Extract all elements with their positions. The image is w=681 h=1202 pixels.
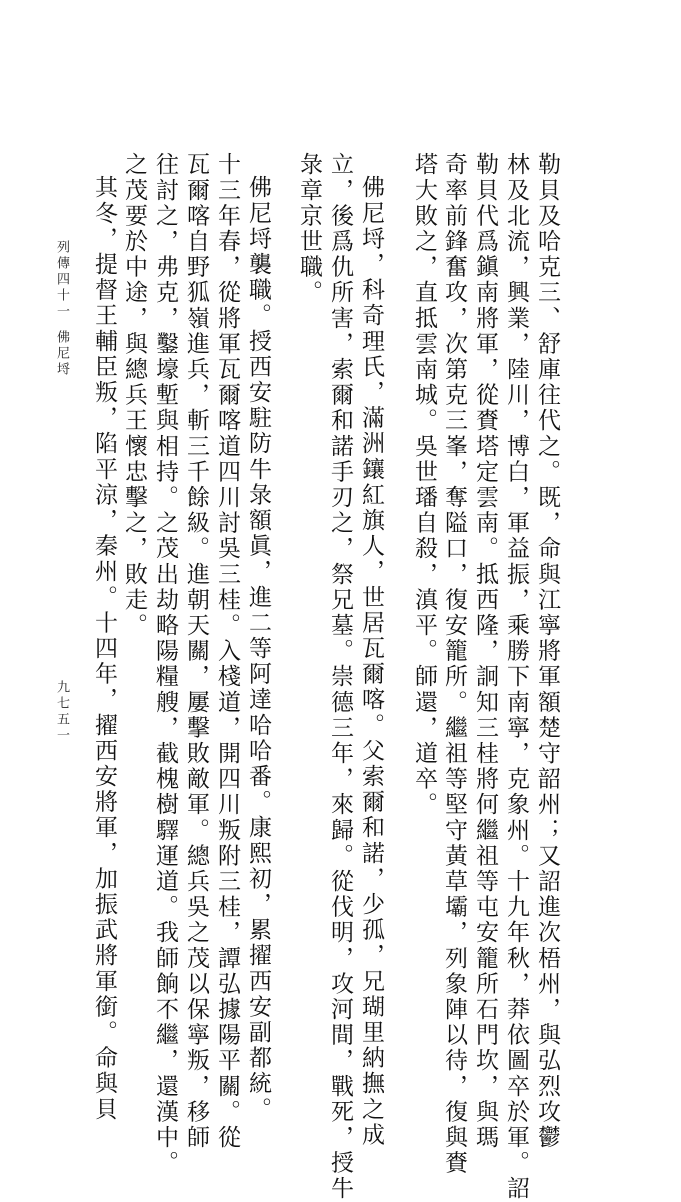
text-column-3: 勒貝代爲鎭南將軍，從賚塔定雲南。抵西隆，詗知三桂將何繼祖等屯安籠所石門坎，與瑪 — [472, 152, 498, 1151]
text-column-5: 塔大敗之，直抵雲南城。吳世璠自殺，滇平。師還，道卒。 — [411, 152, 437, 818]
text-column-12: 往討之，弗克，鑿壕塹與相持。之茂出劫略陽糧艘，截槐樹驛運道。我師餉不繼，還漢中。 — [152, 152, 178, 1176]
text-column-10: 十三年春，從將軍瓦爾喀道四川討吳三桂。入棧道，開四川叛附三桂，譚弘據陽平關。從 — [214, 152, 240, 1151]
page-number: 九七五一 — [54, 680, 69, 744]
text-column-7: 立，後爲仇所害，索爾和諾手刃之，祭兄墓。崇德三年，來歸。從伐明，攻河間，戰死，授牛 — [327, 152, 353, 1202]
text-column-4: 奇率前鋒奮攻，次第克三峯，奪隘口，復安籠所。繼祖等堅守黃草壩，列象陣以待，復與賚 — [441, 152, 467, 1176]
text-column-14: 其冬，提督王輔臣叛，陷平涼，秦州。十四年，擢西安將軍，加振武將軍銜。命與貝 — [91, 175, 117, 1123]
text-column-8: 彔章京世職。 — [296, 152, 322, 306]
text-column-1: 勒貝及哈克三、舒庫往代之。既，命與江寧將軍額楚守韶州；又詔進次梧州，與弘烈攻鬱 — [534, 152, 560, 1151]
text-column-9: 佛尼埒襲職。授西安駐防牛彔額眞，進二等阿達哈哈番。康熙初，累擢西安副都統。 — [245, 175, 271, 1123]
text-column-2: 林及北流，興業，陸川，博白，軍益振，乘勝下南寧，克象州。十九年秋，莽依圖卒於軍。詔 — [503, 152, 529, 1202]
section-name: 佛尼埒 — [54, 330, 69, 378]
text-column-13: 之茂要於中途，與總兵王懷忠擊之，敗走。 — [121, 152, 147, 639]
text-column-11: 瓦爾喀自野狐嶺進兵，斬三千餘級。進朝天關，屢擊敗敵軍。總兵吳之茂以保寧叛，移師 — [183, 152, 209, 1151]
running-title: 列傳四十一 — [54, 240, 69, 320]
text-column-6: 佛尼埒，科奇理氏，滿洲鑲紅旗人，世居瓦爾喀。父索爾和諾，少孤，兄瑚里納撫之成 — [358, 175, 384, 1148]
